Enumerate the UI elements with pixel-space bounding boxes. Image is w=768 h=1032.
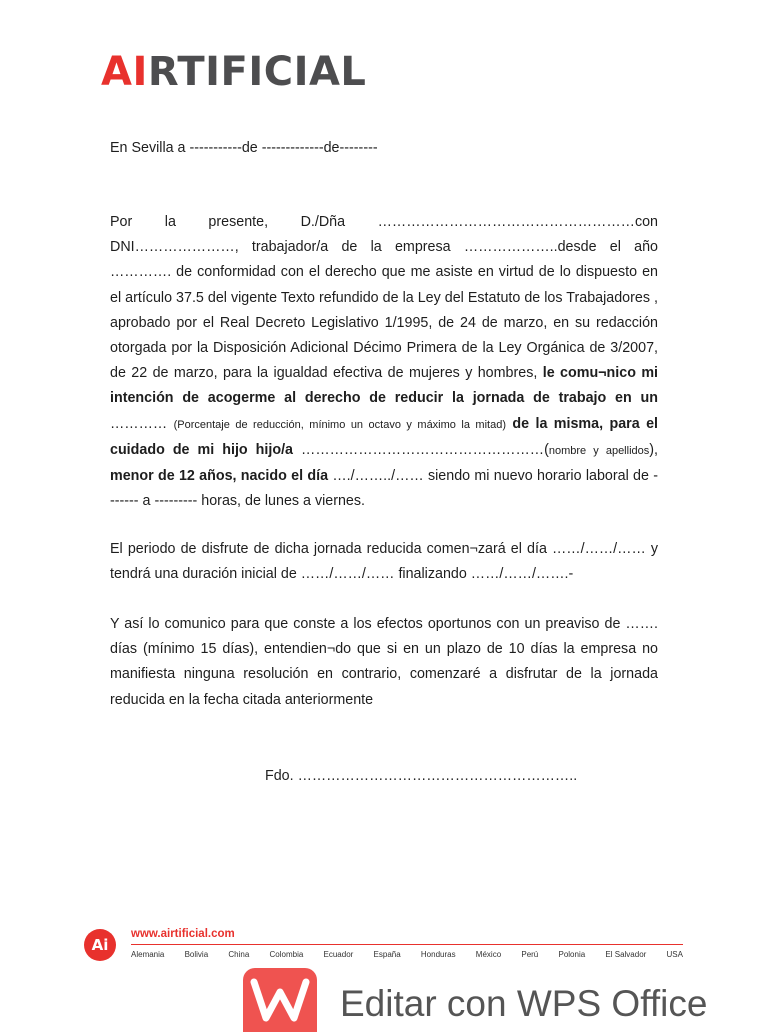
- footer-ai-badge-icon: Ai: [84, 929, 116, 961]
- p1-name-note: nombre y apellidos: [548, 444, 650, 457]
- country-item: USA: [666, 950, 683, 959]
- letter-paragraph-2: El periodo de disfrute de dicha jornada reducida comen¬zará el día ……/……/…… y tendrá una duración inicial de ……/……/…… finalizando ……/……/…….-: [110, 541, 658, 583]
- country-item: Honduras: [420, 950, 456, 959]
- p1-intro: Por la presente, D./Dña ………………………………………………con DNI…………………, trabajador/a de la empresa ………………..desde el año …………. de conformidad con el derecho que me asiste en virtud de lo dispuesto en el artículo 37.5 del vigente Texto refundido de la Ley del Estatuto de los Trabajadores , aprobado por el Real Decreto Legislativo 1/1995, de 24 de marzo, en su redacción otorgada por la Disposición Adicional Décimo Primera de la Ley Orgánica de 3/2007, de 22 de marzo, para la igualdad efectiva de mujeres y hombres,: [110, 214, 658, 382]
- wps-w-glyph-icon: [250, 978, 310, 1022]
- country-item: México: [475, 950, 502, 959]
- country-item: España: [373, 950, 401, 959]
- logo-accent: AI: [101, 49, 148, 95]
- footer-website-link[interactable]: www.airtificial.com: [131, 928, 235, 940]
- country-item: China: [228, 950, 250, 959]
- wps-edit-button[interactable]: Editar con WPS Office: [340, 983, 708, 1024]
- country-item: Alemania: [131, 950, 165, 959]
- logo-rest: RTIFICIAL: [147, 49, 367, 95]
- country-item: Colombia: [269, 950, 304, 959]
- city-date-line: En Sevilla a -----------de -------------de--------: [110, 140, 378, 156]
- p1-bold-request: le comu¬nico mi intención de acogerme al derecho de reducir la jornada de trabajo en un: [110, 365, 659, 407]
- country-item: Polonia: [558, 950, 586, 959]
- p1-bold-age: menor de 12 años, nacido el día: [110, 468, 329, 485]
- p1-percent-note: (Porcentaje de reducción, mínimo un octavo y máximo la mitad): [173, 418, 506, 431]
- footer-divider: [131, 944, 683, 945]
- wps-logo-icon[interactable]: [243, 968, 317, 1032]
- p1-schedule: …./……../…… siendo mi nuevo horario laboral de ------- a --------- horas, de lunes a viernes.: [110, 468, 658, 510]
- p1-blank-child: ……………………………………………(: [293, 441, 549, 458]
- letter-paragraph-1: [110, 210, 658, 514]
- country-item: Perú: [521, 950, 539, 959]
- p1-close-paren: ),: [649, 441, 658, 458]
- country-item: Ecuador: [323, 950, 354, 959]
- country-item: Bolivia: [184, 950, 209, 959]
- signature-line: Fdo. …………………………………………………..: [265, 768, 578, 784]
- letter-paragraph-3: Y así lo comunico para que conste a los efectos oportunos con un preaviso de ……. días (mínimo 15 días), entendien¬do que si en un plazo de 10 días la empresa no manifiesta ninguna resolución en contrario, comenzaré a disfrutar de la jornada reducida en la fecha citada anteriormente: [110, 616, 658, 708]
- footer-countries: [131, 950, 683, 959]
- p1-blank-percent: …………: [110, 415, 174, 432]
- airtificial-logo: [101, 49, 367, 95]
- p1-bold-child: de la misma, para el cuidado de mi hijo hijo/a: [110, 415, 658, 458]
- country-item: El Salvador: [605, 950, 647, 959]
